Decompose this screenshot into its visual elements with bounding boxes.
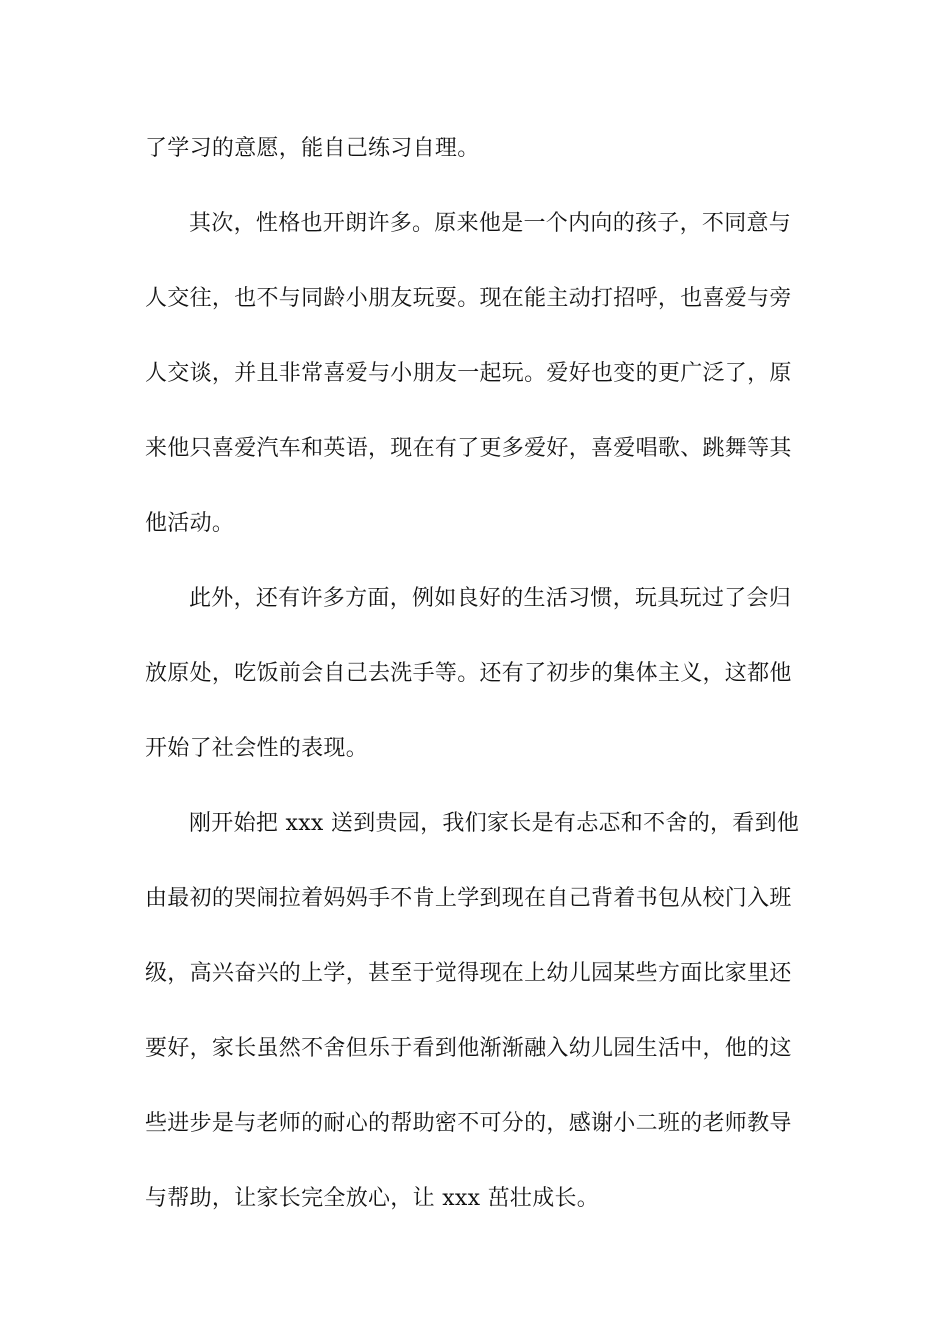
text-line: 要好，家长虽然不舍但乐于看到他渐渐融入幼儿园生活中，他的这 (145, 1036, 792, 1061)
text-line: 他活动。 (145, 511, 235, 536)
paragraph-start-line: 刚开始把 xxx 送到贵园，我们家长是有忐忑和不舍的，看到他 (189, 811, 800, 836)
text-line: 了学习的意愿，能自己练习自理。 (145, 136, 480, 161)
text-line: 由最初的哭闹拉着妈妈手不肯上学到现在自己背着书包从校门入班 (145, 886, 792, 911)
text-line: 与帮助，让家长完全放心，让 xxx 茁壮成长。 (145, 1186, 600, 1211)
paragraph-start-line: 其次，性格也开朗许多。原来他是一个内向的孩子，不同意与 (189, 211, 792, 236)
paragraph-start-line: 此外，还有许多方面，例如良好的生活习惯，玩具玩过了会归 (189, 586, 792, 611)
text-line: 级，高兴奋兴的上学，甚至于觉得现在上幼儿园某些方面比家里还 (145, 961, 792, 986)
text-line: 来他只喜爱汽车和英语，现在有了更多爱好，喜爱唱歌、跳舞等其 (145, 436, 792, 461)
text-line: 些进步是与老师的耐心的帮助密不可分的，感谢小二班的老师教导 (145, 1111, 792, 1136)
text-line: 开始了社会性的表现。 (145, 736, 369, 761)
text-line: 人交谈，并且非常喜爱与小朋友一起玩。爱好也变的更广泛了，原 (145, 361, 792, 386)
text-line: 放原处，吃饭前会自己去洗手等。还有了初步的集体主义，这都他 (145, 661, 792, 686)
text-line: 人交往，也不与同龄小朋友玩耍。现在能主动打招呼，也喜爱与旁 (145, 286, 792, 311)
